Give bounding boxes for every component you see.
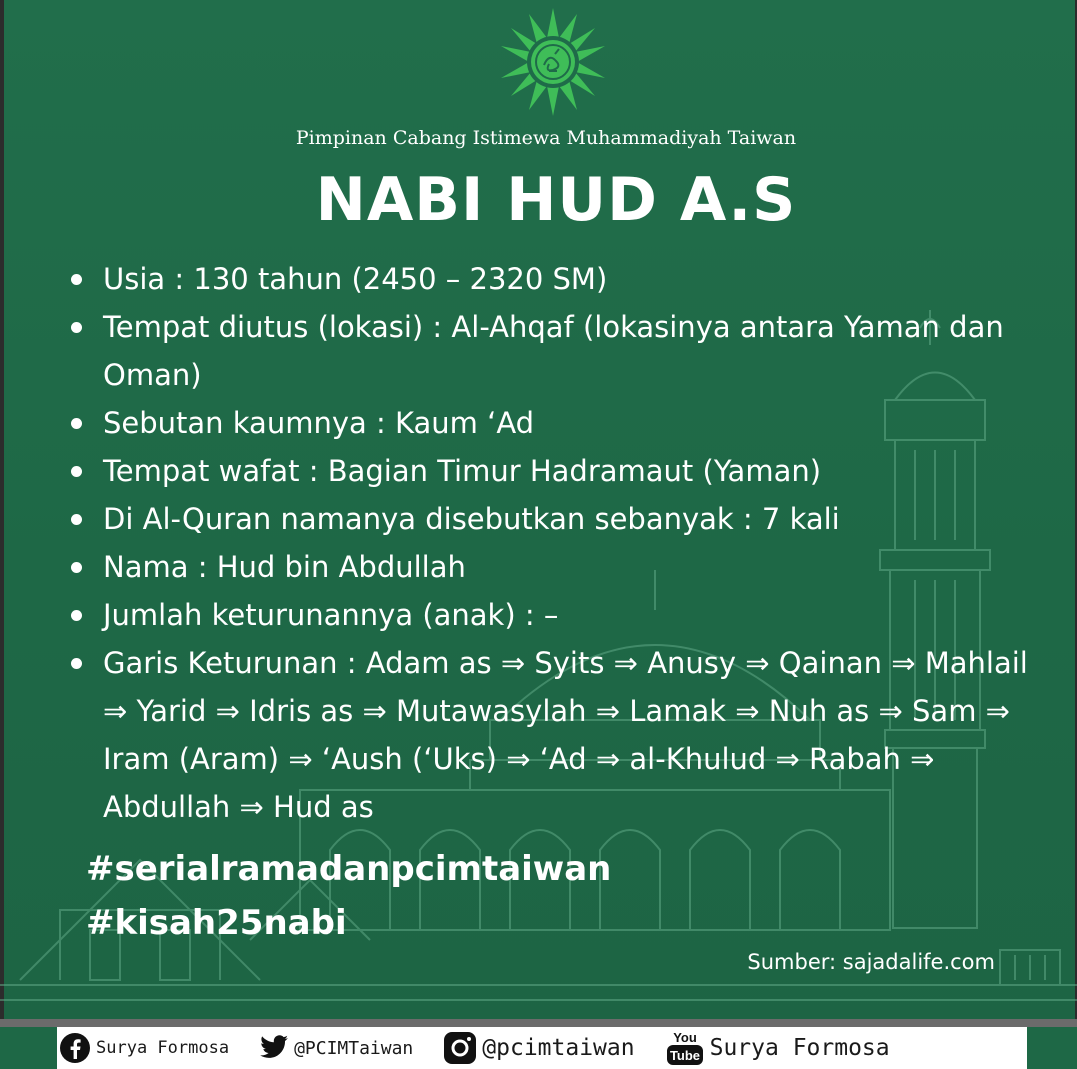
youtube-channel: Surya Formosa [709, 1035, 890, 1061]
footer-margin-left [0, 1027, 57, 1069]
instagram-icon [443, 1031, 477, 1065]
svg-text:You: You [672, 1030, 697, 1045]
facebook-handle: Surya Formosa [96, 1038, 230, 1058]
footer-divider [0, 1019, 1077, 1027]
source-credit: Sumber: sajadalife.com [747, 950, 995, 974]
organization-name: Pimpinan Cabang Istimewa Muhammadiyah Taiwan [295, 127, 797, 149]
list-item: Jumlah keturunannya (anak) : – [70, 591, 1030, 639]
youtube-link[interactable] [665, 1029, 890, 1067]
muhammadiyah-logo [485, 6, 621, 118]
list-item: Sebutan kaumnya : Kaum ‘Ad [70, 399, 1030, 447]
social-footer [57, 1027, 1027, 1069]
facebook-icon [59, 1032, 91, 1064]
list-item: Tempat diutus (lokasi) : Al-Ahqaf (lokasinya antara Yaman dan Oman) [70, 303, 1030, 399]
hashtag[interactable]: #kisah25nabi [86, 903, 347, 943]
twitter-icon [259, 1035, 289, 1061]
facts-list [70, 255, 1030, 831]
list-item: Di Al-Quran namanya disebutkan sebanyak : 7 kali [70, 495, 1030, 543]
svg-text:Tube: Tube [669, 1048, 700, 1063]
twitter-link[interactable] [259, 1035, 413, 1061]
hashtag[interactable]: #serialramadanpcimtaiwan [86, 849, 612, 889]
list-item: Nama : Hud bin Abdullah [70, 543, 1030, 591]
list-item: Tempat wafat : Bagian Timur Hadramaut (Yaman) [70, 447, 1030, 495]
instagram-handle: @pcimtaiwan [482, 1035, 635, 1061]
list-item: Garis Keturunan : Adam as ⇒ Syits ⇒ Anusy ⇒ Qainan ⇒ Mahlail ⇒ Yarid ⇒ Idris as ⇒ Mutawasylah ⇒ Lamak ⇒ Nuh as ⇒ Sam ⇒ Iram (Aram) ⇒ ‘Aush (‘Uks) ⇒ ‘Ad ⇒ al-Khulud ⇒ Rabah ⇒ Abdullah ⇒ Hud as [70, 639, 1030, 831]
page-title: NABI HUD A.S [315, 165, 797, 235]
hashtags [86, 842, 611, 950]
youtube-icon [665, 1029, 705, 1067]
facebook-link[interactable] [59, 1032, 229, 1064]
footer-margin-right [1027, 1027, 1077, 1069]
instagram-link[interactable] [443, 1031, 634, 1065]
twitter-handle: @PCIMTaiwan [294, 1037, 414, 1059]
list-item: Usia : 130 tahun (2450 – 2320 SM) [70, 255, 1030, 303]
